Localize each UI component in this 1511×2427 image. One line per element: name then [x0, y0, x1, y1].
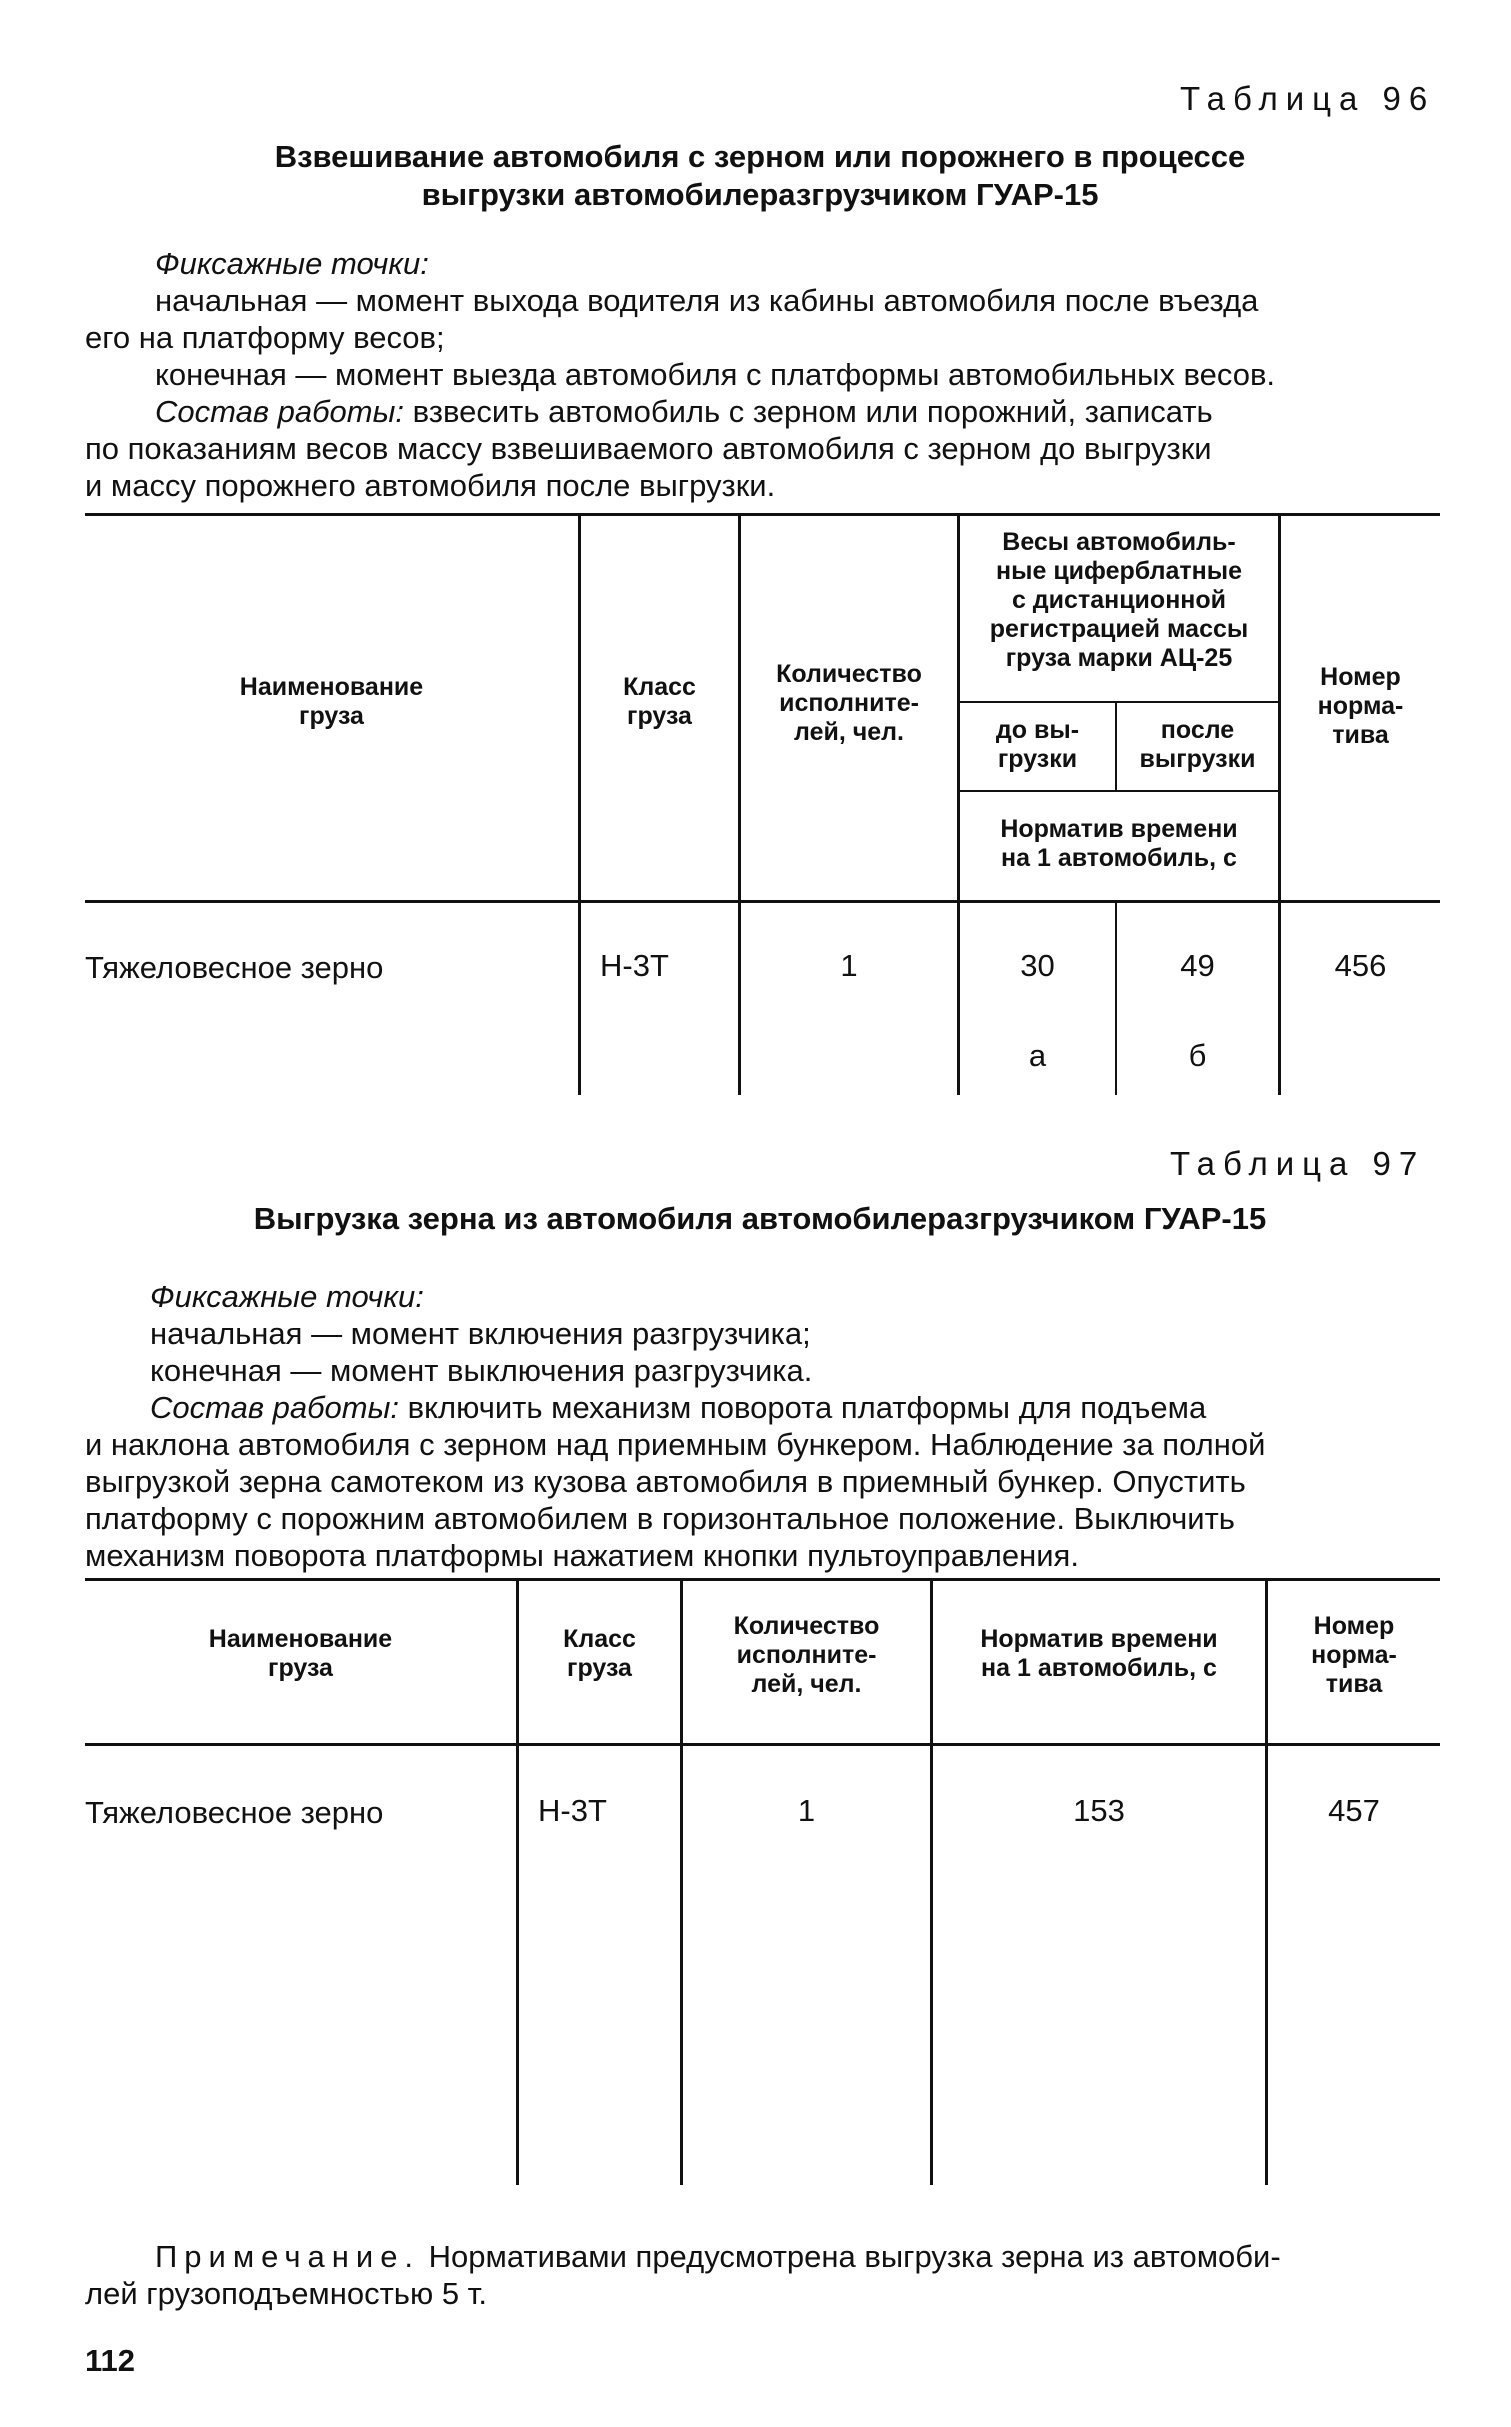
end-point: конечная — момент выключения разгрузчика.	[150, 1353, 813, 1388]
header-norm-number: Номер норма- тива	[1311, 1612, 1397, 1698]
work-heading: Состав работы:	[155, 394, 405, 429]
header-workers: Количество исполните- лей, чел.	[733, 1612, 880, 1698]
header-cargo-class: Класс груза	[563, 1625, 636, 1682]
work-text: и массу порожнего автомобиля после выгрузки.	[85, 468, 776, 503]
work-text: и наклона автомобиля с зерном над приемным бункером. Наблюдение за полной	[85, 1427, 1266, 1462]
title-line: выгрузки автомобилеразгрузчиком ГУАР-15	[421, 177, 1099, 212]
work-heading: Состав работы:	[150, 1390, 400, 1425]
fixation-heading: Фиксажные точки:	[150, 1279, 424, 1314]
cell-cargo-name: Тяжеловесное зерно	[85, 950, 384, 985]
table-96-title	[140, 138, 1380, 214]
header-scales: Весы автомобиль- ные циферблатные с дистанционной регистрацией массы груза марки АЦ-25	[989, 528, 1249, 672]
cell-cargo-name: Тяжеловесное зерно	[85, 1795, 384, 1830]
start-point: начальная — момент включения разгрузчика;	[150, 1316, 811, 1351]
work-text: включить механизм поворота платформы для подъема	[407, 1390, 1207, 1425]
work-text: по показаниям весов массу взвешиваемого автомобиля с зерном до выгрузки	[85, 431, 1212, 466]
table-97-description	[85, 1278, 1440, 1574]
cell-norm-number: 456	[1334, 948, 1387, 983]
cell-norm-number: 457	[1328, 1793, 1380, 1828]
cell-cargo-class: Н-3Т	[600, 948, 669, 983]
cell-before-unloading: 30	[1020, 948, 1055, 983]
header-workers: Количество исполните- лей, чел.	[776, 660, 922, 746]
page-number: 112	[85, 2343, 136, 2378]
work-text: платформу с порожним автомобилем в горизонтальное положение. Выключить	[85, 1501, 1235, 1536]
note-text: лей грузоподъемностью 5 т.	[85, 2276, 488, 2311]
table-97-label: Таблица 97	[1170, 1145, 1426, 1182]
header-norm-time: Норматив времени на 1 автомобиль, с	[1000, 815, 1238, 872]
header-norm-number: Номер норма- тива	[1317, 663, 1404, 749]
cell-column-index-a: а	[1028, 1038, 1047, 1073]
title-line: Взвешивание автомобиля с зерном или порожнего в процессе	[274, 139, 1246, 174]
header-cargo-name: Наименование груза	[208, 1625, 393, 1682]
cell-cargo-class: Н-3Т	[538, 1793, 607, 1828]
table-96-description	[85, 245, 1440, 504]
work-text: механизм поворота платформы нажатием кнопки пультоуправления.	[85, 1538, 1079, 1573]
work-text: выгрузкой зерна самотеком из кузова автомобиля в приемный бункер. Опустить	[85, 1464, 1246, 1499]
start-point: начальная — момент выхода водителя из кабины автомобиля после въезда	[155, 283, 1259, 318]
cell-workers: 1	[840, 948, 858, 983]
cell-norm-time: 153	[1073, 1793, 1125, 1828]
fixation-heading: Фиксажные точки:	[155, 246, 429, 281]
header-cargo-name: Наименование груза	[239, 673, 424, 730]
note-text: Нормативами предусмотрена выгрузка зерна из автомоби-	[428, 2239, 1281, 2274]
cell-column-index-b: б	[1188, 1038, 1207, 1073]
cell-after-unloading: 49	[1180, 948, 1215, 983]
cell-workers: 1	[797, 1793, 816, 1828]
note-label: Примечание.	[155, 2239, 421, 2274]
start-point-cont: его на платформу весов;	[85, 320, 445, 355]
work-text: взвесить автомобиль с зерном или порожний, записать	[412, 394, 1213, 429]
header-cargo-class: Класс груза	[623, 673, 696, 730]
header-after-unloading: после выгрузки	[1139, 716, 1256, 773]
header-before-unloading: до вы- грузки	[995, 716, 1080, 773]
table-96-label: Таблица 96	[1180, 80, 1436, 117]
note	[85, 2238, 1440, 2312]
header-norm-time: Норматив времени на 1 автомобиль, с	[980, 1625, 1218, 1682]
table-97-title: Выгрузка зерна из автомобиля автомобилеразгрузчиком ГУАР-15	[253, 1201, 1267, 1236]
end-point: конечная — момент выезда автомобиля с платформы автомобильных весов.	[155, 357, 1276, 392]
